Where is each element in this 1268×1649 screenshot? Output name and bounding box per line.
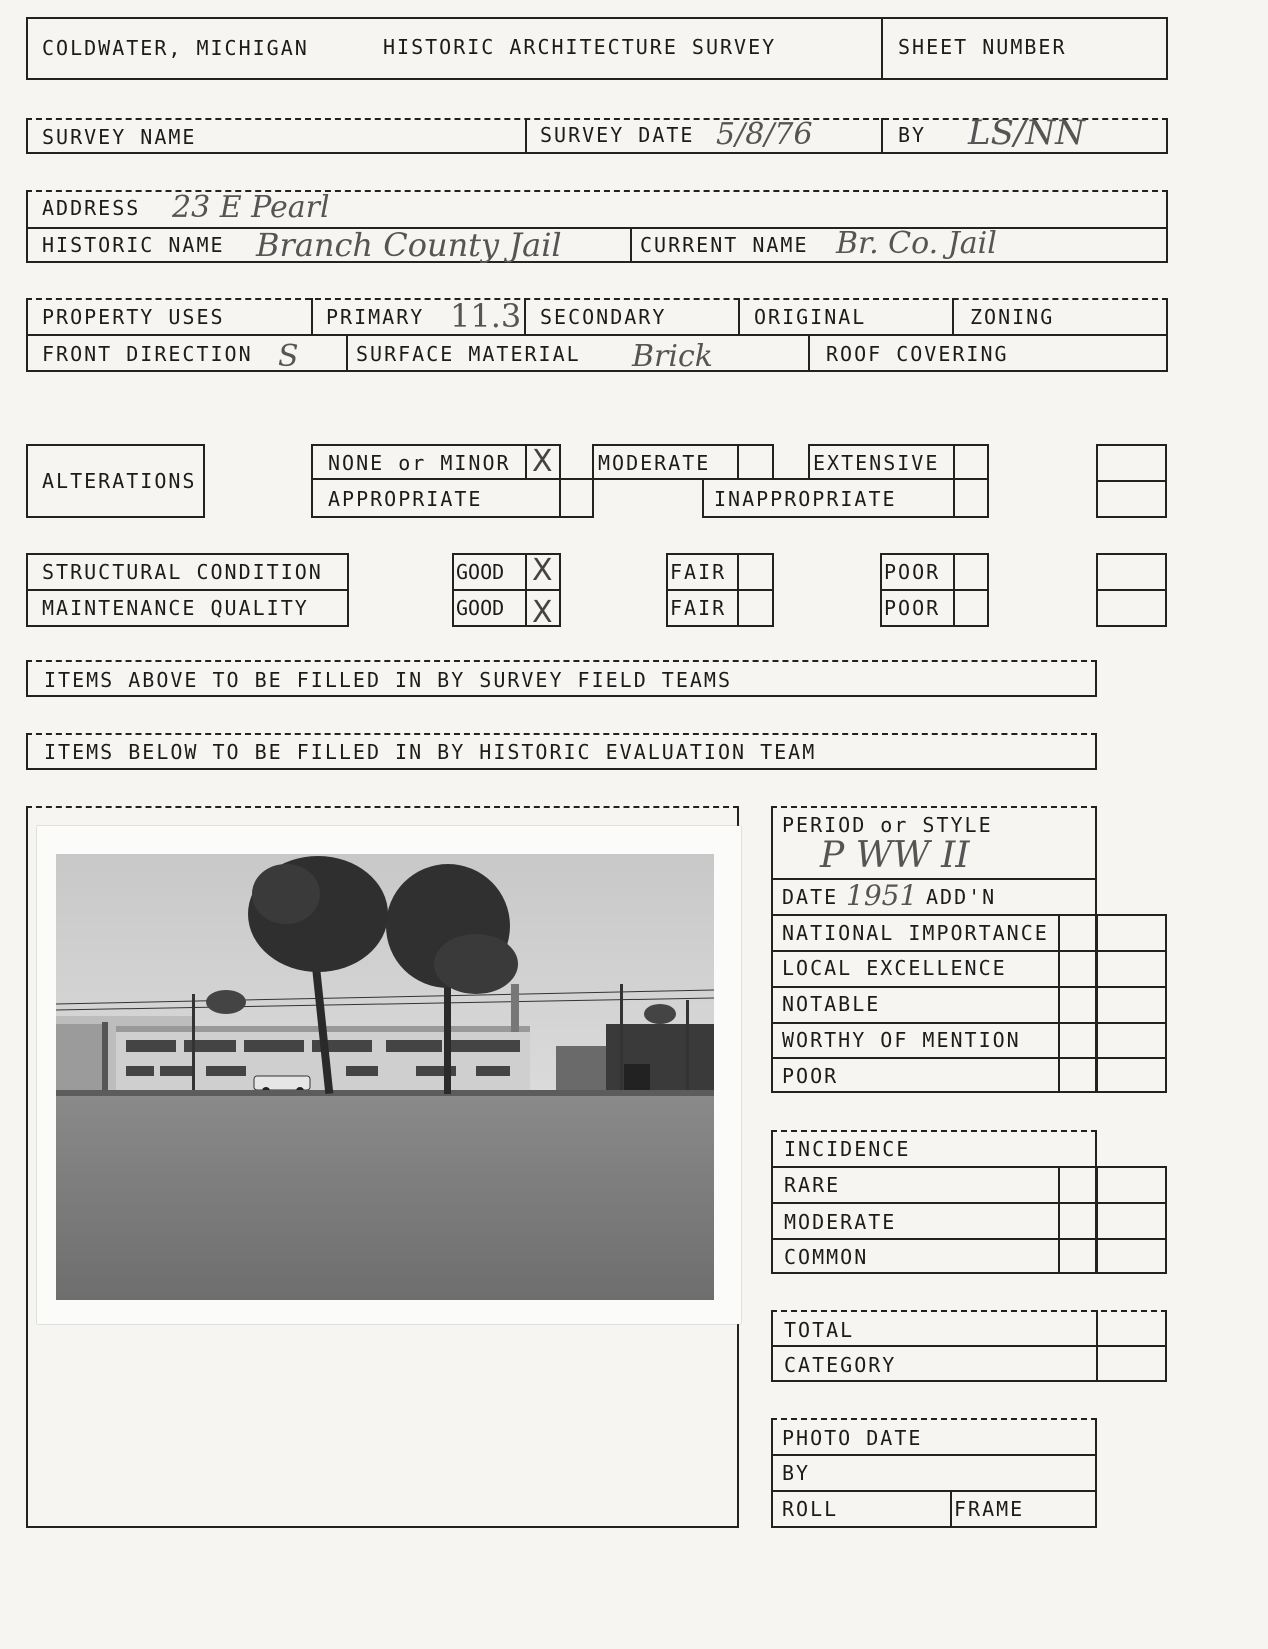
structural-condition-label: STRUCTURAL CONDITION (42, 560, 323, 584)
survey-by-label: BY (898, 123, 927, 147)
current-name-value: Br. Co. Jail (836, 226, 997, 261)
survey-divider-1 (525, 118, 527, 154)
secondary-label: SECONDARY (540, 305, 667, 329)
evaluation-row-3 (771, 986, 1167, 988)
name-divider (630, 227, 632, 263)
front-direction-value: S (278, 339, 299, 374)
uses-divider (26, 334, 1168, 336)
alterations-label: ALTERATIONS (42, 469, 197, 493)
maintenance-quality-label: MAINTENANCE QUALITY (42, 596, 309, 620)
roof-covering-label: ROOF COVERING (826, 342, 1009, 366)
photo-print (37, 826, 741, 1324)
address-value: 23 E Pearl (172, 190, 330, 225)
moderate-label: MODERATE (598, 451, 711, 475)
survey-date-value: 5/8/76 (716, 117, 813, 152)
uses-col-3 (738, 298, 740, 334)
primary-label: PRIMARY (326, 305, 425, 329)
survey-divider-2 (881, 118, 883, 154)
evaluation-row-4 (771, 1022, 1167, 1024)
current-name-label: CURRENT NAME (640, 233, 809, 257)
extensive-check-divider (953, 444, 955, 480)
front-col-1 (346, 334, 348, 372)
incidence-score-divider (1096, 1166, 1098, 1274)
evaluation-score-divider (1096, 914, 1098, 1093)
appropriate-check-divider (559, 478, 561, 518)
form-title: HISTORIC ARCHITECTURE SURVEY (383, 35, 777, 59)
property-uses-label: PROPERTY USES (42, 305, 225, 329)
total-label: TOTAL (784, 1318, 855, 1342)
primary-value: 11.3 (450, 297, 522, 335)
structural-poor-label: POOR (884, 560, 941, 584)
condition-score-divider (1096, 589, 1167, 591)
uses-col-1 (311, 298, 313, 334)
poor-box-divider (880, 589, 989, 591)
photo-date-label: PHOTO DATE (782, 1426, 923, 1450)
header-divider (881, 17, 883, 80)
moderate-check-divider (737, 444, 739, 480)
inappropriate-check-divider (953, 478, 955, 518)
survey-name-label: SURVEY NAME (42, 125, 197, 149)
good-box-divider (452, 589, 561, 591)
none-minor-check[interactable]: X (532, 444, 553, 479)
common-label: COMMON (784, 1245, 869, 1269)
surface-material-label: SURFACE MATERIAL (356, 342, 581, 366)
historic-name-value: Branch County Jail (256, 226, 562, 264)
zoning-label: ZONING (970, 305, 1055, 329)
incidence-label: INCIDENCE (784, 1137, 911, 1161)
total-divider (771, 1345, 1167, 1347)
front-direction-label: FRONT DIRECTION (42, 342, 253, 366)
fair-check-divider (737, 553, 739, 627)
structural-good-check[interactable]: X (532, 553, 553, 588)
fair-box-divider (666, 589, 774, 591)
building-photo (56, 854, 714, 1300)
eval-date-value: 1951 (846, 879, 918, 912)
location-label: COLDWATER, MICHIGAN (42, 36, 309, 60)
evaluation-row-1 (771, 914, 1167, 916)
eval-poor-label: POOR (782, 1064, 839, 1088)
maintenance-fair-label: FAIR (670, 596, 727, 620)
survey-by-value: LS/NN (968, 113, 1085, 153)
category-label: CATEGORY (784, 1353, 897, 1377)
inappropriate-label: INAPPROPRIATE (714, 487, 897, 511)
eval-date-label: DATE (782, 885, 839, 909)
condition-label-divider (26, 589, 349, 591)
poor-check-divider (953, 553, 955, 627)
extensive-label: EXTENSIVE (813, 451, 940, 475)
incidence-score-box (1058, 1166, 1167, 1274)
maintenance-good-label: GOOD (456, 596, 505, 620)
rare-label: RARE (784, 1173, 841, 1197)
local-excellence-label: LOCAL EXCELLENCE (782, 956, 1007, 980)
eval-addn-label: ADD'N (926, 885, 997, 909)
front-col-2 (808, 334, 810, 372)
worthy-label: WORTHY OF MENTION (782, 1028, 1021, 1052)
sheet-number-label: SHEET NUMBER (898, 35, 1067, 59)
period-value: P WW II (820, 835, 970, 876)
uses-col-2 (524, 298, 526, 334)
none-minor-check-divider (525, 444, 527, 480)
photo-info-row-2 (771, 1490, 1097, 1492)
photo-by-label: BY (782, 1461, 811, 1485)
appropriate-label: APPROPRIATE (328, 487, 483, 511)
frame-label: FRAME (954, 1497, 1025, 1521)
incidence-row-3 (771, 1238, 1167, 1240)
surface-material-value: Brick (632, 339, 713, 374)
roll-frame-divider (950, 1490, 952, 1528)
note-above: ITEMS ABOVE TO BE FILLED IN BY SURVEY FIELD TEAMS (44, 668, 733, 692)
alterations-score-divider (1096, 480, 1167, 482)
evaluation-row-5 (771, 1057, 1167, 1059)
period-label: PERIOD or STYLE (782, 813, 993, 837)
none-minor-label: NONE or MINOR (328, 451, 511, 475)
note-below: ITEMS BELOW TO BE FILLED IN BY HISTORIC EVALUATION TEAM (44, 740, 817, 764)
notable-label: NOTABLE (782, 992, 881, 1016)
structural-fair-label: FAIR (670, 560, 727, 584)
photo-info-row-1 (771, 1454, 1097, 1456)
maintenance-poor-label: POOR (884, 596, 941, 620)
address-label: ADDRESS (42, 196, 141, 220)
historic-name-label: HISTORIC NAME (42, 233, 225, 257)
roll-label: ROLL (782, 1497, 839, 1521)
original-label: ORIGINAL (754, 305, 867, 329)
survey-date-label: SURVEY DATE (540, 123, 695, 147)
incidence-row-2 (771, 1202, 1167, 1204)
good-check-divider (525, 553, 527, 627)
evaluation-score-box (1058, 914, 1167, 1093)
evaluation-row-2 (771, 950, 1167, 952)
incidence-moderate-label: MODERATE (784, 1210, 897, 1234)
structural-good-label: GOOD (456, 560, 505, 584)
maintenance-good-check[interactable]: X (532, 595, 553, 630)
incidence-row-1 (771, 1166, 1167, 1168)
total-score-divider (1096, 1310, 1098, 1382)
national-importance-label: NATIONAL IMPORTANCE (782, 921, 1049, 945)
uses-col-4 (952, 298, 954, 334)
